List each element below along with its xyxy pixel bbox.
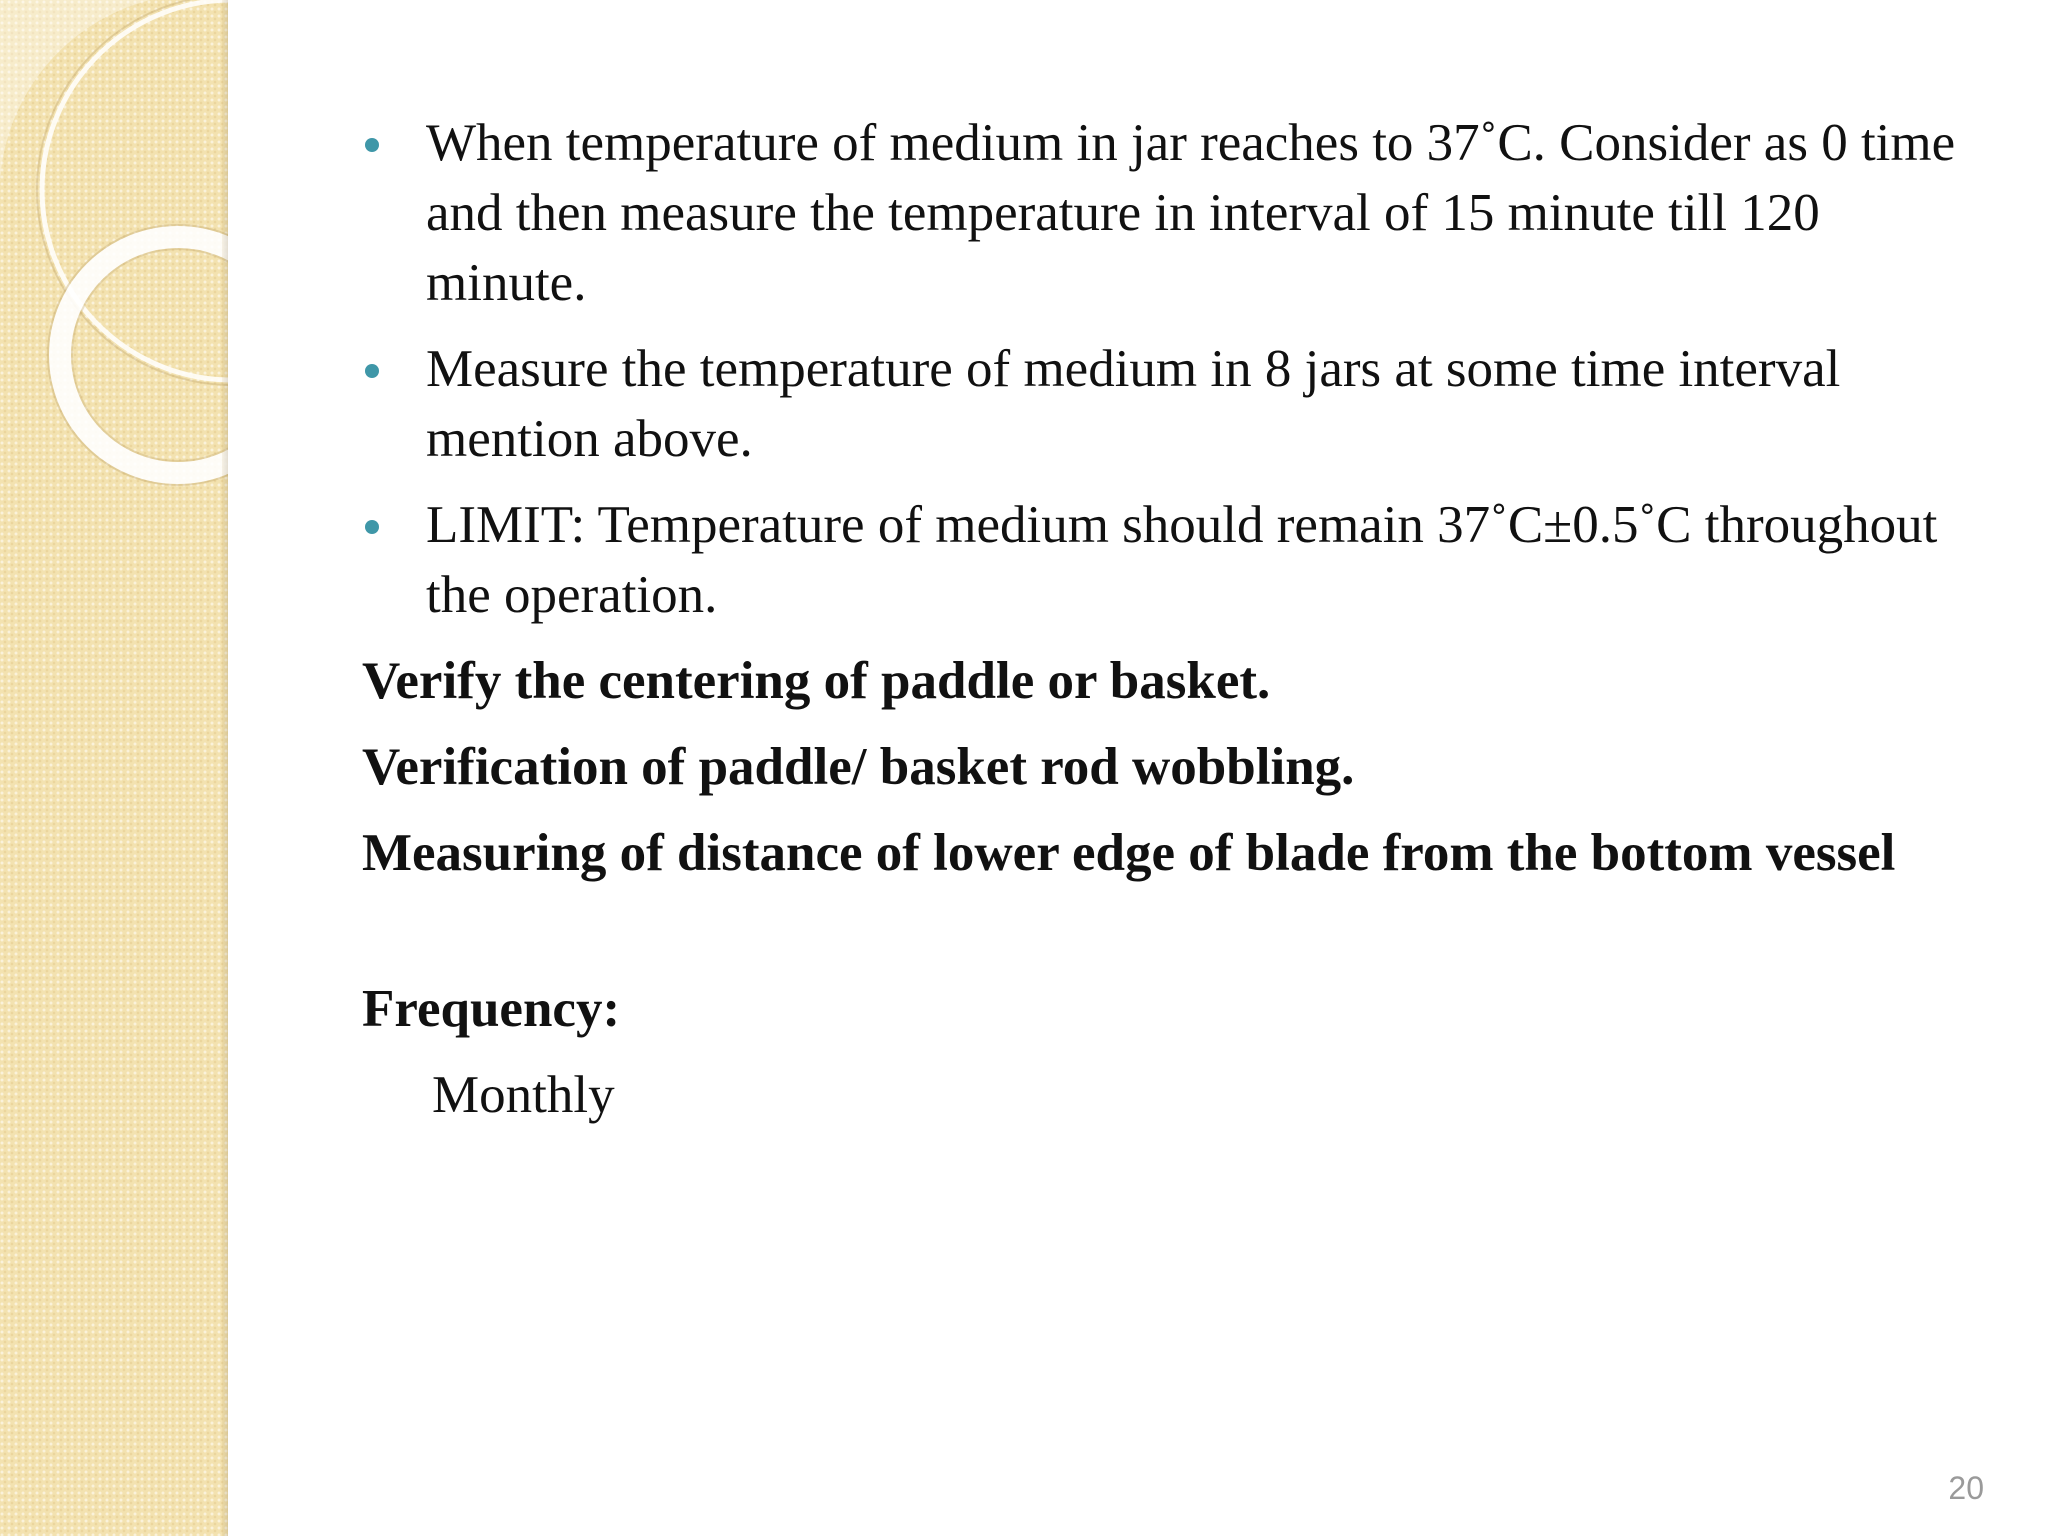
bullet-item: [362, 108, 1982, 318]
bullet-dot-icon: [365, 138, 379, 152]
bullet-text: Measure the temperature of medium in 8 jars at some time interval mention above.: [426, 340, 1841, 468]
decorative-side-panel: [0, 0, 228, 1536]
slide-content: [362, 108, 1982, 1130]
bullet-item: [362, 334, 1982, 474]
page-number: 20: [1948, 1470, 1984, 1506]
spacer: [362, 904, 1982, 974]
bullet-item: [362, 490, 1982, 630]
heading-centering: Verify the centering of paddle or basket.: [362, 652, 1271, 710]
side-panel-edge: [222, 0, 228, 1536]
bullet-text: When temperature of medium in jar reaches to 37˚C. Consider as 0 time and then measure the temperature in interval of 15 minute till 120 minute.: [426, 114, 1956, 312]
bullet-text: LIMIT: Temperature of medium should remain 37˚C±0.5˚C throughout the operation.: [426, 496, 1938, 624]
bullet-dot-icon: [365, 364, 379, 378]
frequency-value: Monthly: [432, 1066, 615, 1124]
heading-wobbling: Verification of paddle/ basket rod wobbling.: [362, 738, 1355, 796]
heading-distance: Measuring of distance of lower edge of blade from the bottom vessel: [362, 824, 1896, 882]
bullet-dot-icon: [365, 520, 379, 534]
decorative-rings: [0, 0, 228, 520]
frequency-label: Frequency:: [362, 980, 621, 1038]
